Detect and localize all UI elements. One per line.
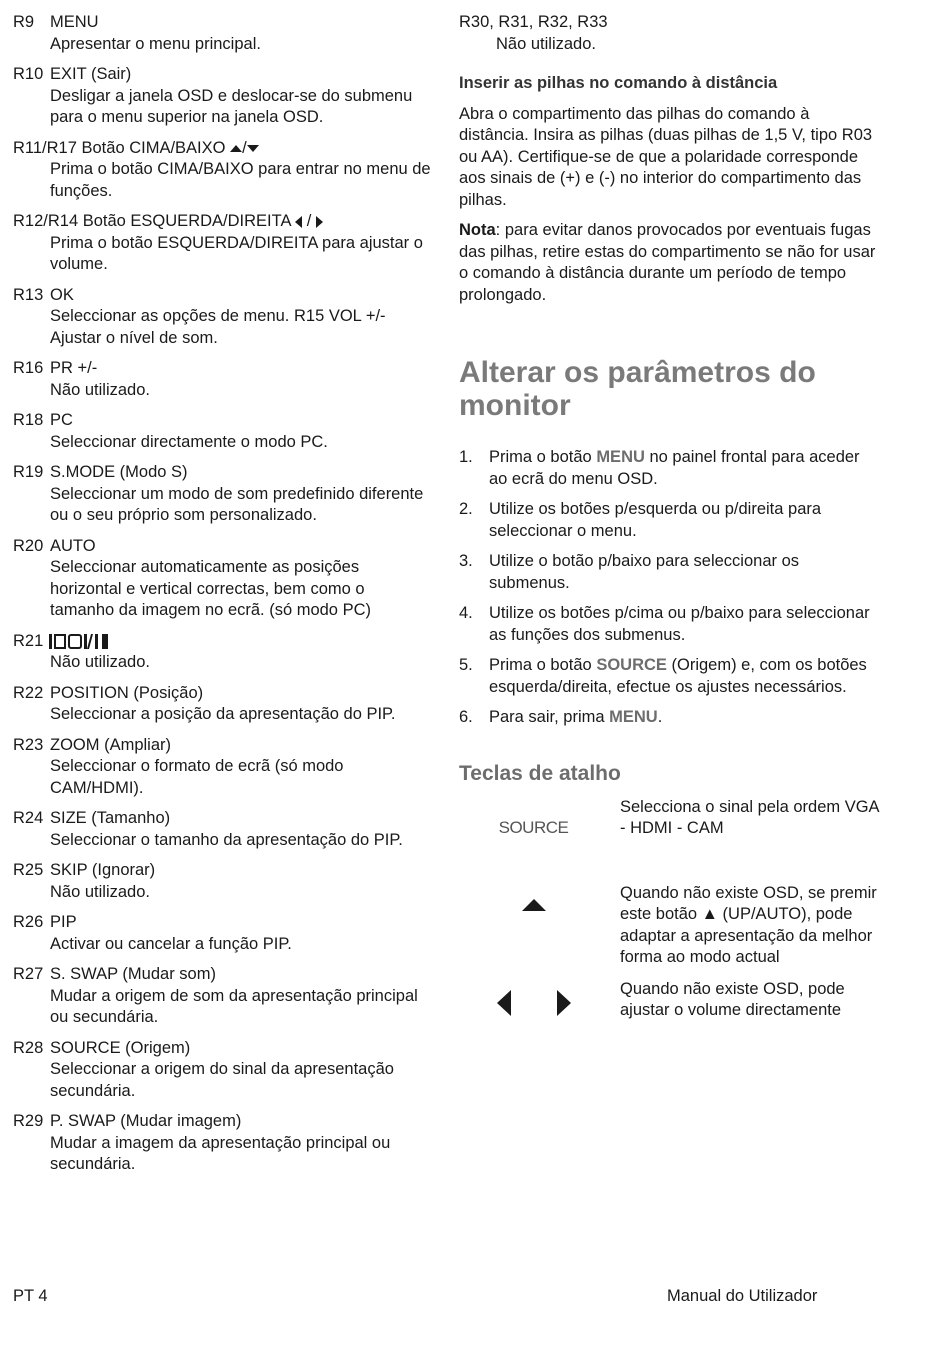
left-triangle-icon [295, 216, 302, 228]
entry-desc: Apresentar o menu principal. [50, 34, 261, 53]
entry-r9 [13, 12, 433, 55]
note-label: Nota [459, 221, 496, 239]
list-item: 6. Para sair, prima MENU. [459, 708, 663, 726]
entry-desc: Activar ou cancelar a função PIP. [50, 934, 292, 953]
up-triangle-icon [230, 145, 242, 152]
left-column [13, 12, 433, 1185]
entry-desc: Seleccionar um modo de som predefinido diferente ou o seu próprio som personalizado. [50, 484, 424, 524]
entry-code: R29 [13, 1112, 44, 1130]
entry-code: R13 [13, 285, 44, 304]
batteries-text: Abra o compartimento das pilhas do comando à distância. Insira as pilhas (duas pilhas de 1,5 V, tipo R03 ou AA). Certifique-se de que a polaridade corresponde aos sinais de (+) e (-) no interior do compartimento das pilhas. [459, 104, 873, 209]
entry-code: R23 [13, 735, 44, 754]
entry-label: ZOOM (Ampliar) [50, 735, 171, 754]
entry-code: R28 [13, 1038, 44, 1057]
entry-desc: Seleccionar a origem do sinal da apresentação secundária. [50, 1060, 394, 1100]
hotkey-source [459, 797, 879, 873]
entry-label: PR +/- [50, 359, 98, 377]
batteries-heading: Inserir as pilhas no comando à distância [459, 74, 778, 92]
entry-code: R19 [13, 463, 44, 481]
entry-label: S. SWAP (Mudar som) [50, 965, 216, 983]
note-text: : para evitar danos provocados por eventuais fugas das pilhas, retire estas do compartimento se não for usar o comando à distância durante um período de tempo prolongado. [459, 221, 876, 304]
section-title: Alterar os parâmetros do monitor [459, 356, 816, 422]
steps-list [459, 447, 879, 729]
entry-label: POSITION (Posição) [50, 683, 204, 702]
menu-keyword: MENU [609, 708, 658, 726]
entry-label: SKIP (Ignorar) [50, 861, 156, 879]
entry-r29 [13, 1111, 433, 1176]
source-key-icon: SOURCE [498, 817, 569, 837]
entry-code: R9 [13, 13, 35, 31]
entry-label: SOURCE (Origem) [50, 1038, 191, 1057]
entry-code: R26 [13, 913, 44, 931]
left-arrow-icon [497, 990, 511, 1016]
entry-label: PC [50, 411, 73, 429]
entry-label: OK [50, 285, 74, 304]
entry-desc: Seleccionar o formato de ecrã (só modo CAM/HDMI). [50, 757, 344, 797]
entry-code: R21 [13, 631, 44, 650]
entry-desc: Seleccionar as opções de menu. R15 VOL +/- Ajustar o nível de som. [50, 307, 386, 347]
entry-label: AUTO [50, 536, 96, 555]
entry-label: EXIT (Sair) [50, 65, 132, 83]
list-item: 1. Prima o botão MENU no painel frontal para aceder ao ecrã do menu OSD. [459, 448, 860, 488]
entry-r13 [13, 285, 433, 350]
entry-desc: Não utilizado. [496, 34, 596, 53]
hotkey-left-right [459, 979, 879, 1022]
entry-label: MENU [50, 13, 99, 31]
entry-desc: Não utilizado. [50, 882, 150, 901]
entry-r22 [13, 683, 433, 726]
down-triangle-icon [247, 145, 259, 152]
entry-desc: Prima o botão CIMA/BAIXO para entrar no menu de funções. [50, 160, 431, 200]
entry-label: P. SWAP (Mudar imagem) [50, 1112, 242, 1130]
entry-code: R10 [13, 65, 44, 83]
entry-r16 [13, 358, 433, 401]
entry-r10 [13, 64, 433, 129]
entry-r21 [13, 631, 433, 674]
hotkeys-title: Teclas de atalho [459, 761, 621, 785]
manual-title: Manual do Utilizador [667, 1287, 818, 1305]
entry-r28 [13, 1038, 433, 1103]
up-arrow-icon [522, 899, 546, 911]
entry-desc: Mudar a imagem da apresentação principal ou secundária. [50, 1133, 391, 1173]
entry-desc: Prima o botão ESQUERDA/DIREITA para ajustar o volume. [50, 233, 423, 273]
page-number: PT 4 [13, 1287, 48, 1305]
right-triangle-icon [316, 216, 323, 228]
list-item: 2. Utilize os botões p/esquerda ou p/direita para seleccionar o menu. [459, 500, 822, 540]
entry-desc: Não utilizado. [50, 653, 150, 671]
entry-code: R18 [13, 411, 44, 429]
entry-code: R24 [13, 809, 44, 827]
right-arrow-icon [557, 990, 571, 1016]
entry-desc: Desligar a janela OSD e deslocar-se do submenu para o menu superior na janela OSD. [50, 86, 413, 126]
entry-code: R16 [13, 359, 44, 377]
hotkey-text: Selecciona o sinal pela ordem VGA - HDMI - CAM [620, 797, 879, 837]
entry-label: Botão CIMA/BAIXO [81, 138, 226, 157]
list-item: 5. Prima o botão SOURCE (Origem) e, com os botões esquerda/direita, efectue os ajustes necessários. [459, 656, 867, 696]
entry-r12-r14: R12/R14 Botão ESQUERDA/DIREITA / Prima o botão ESQUERDA/DIREITA para ajustar o volume. [13, 211, 433, 276]
entry-r23 [13, 735, 433, 800]
entry-desc: Seleccionar automaticamente as posições horizontal e vertical correctas, bem como o tamanho da imagem no ecrã. (só modo PC) [50, 558, 371, 619]
entry-desc: Seleccionar a posição da apresentação do PIP. [50, 705, 396, 723]
hotkey-text: Quando não existe OSD, se premir este botão ▲ (UP/AUTO), pode adaptar a apresentação da melhor forma ao modo actual [620, 883, 877, 966]
entry-desc: Seleccionar directamente o modo PC. [50, 432, 328, 451]
entry-label: PIP [50, 913, 77, 931]
battery-note [459, 220, 879, 306]
menu-keyword: MENU [596, 448, 645, 466]
entry-code: R22 [13, 683, 44, 702]
right-column [459, 12, 879, 1032]
entry-code: R11/R17 [13, 138, 77, 157]
entry-code: R20 [13, 536, 44, 555]
entry-code: R27 [13, 965, 44, 983]
entry-r11-r17: R11/R17 Botão CIMA/BAIXO / Prima o botão CIMA/BAIXO para entrar no menu de funções. [13, 138, 433, 203]
entry-code: R25 [13, 861, 44, 879]
entry-code: R12/R14 [13, 212, 79, 230]
screen-format-icons [49, 634, 108, 649]
entry-label: Botão ESQUERDA/DIREITA [82, 212, 291, 230]
entry-r27 [13, 964, 433, 1029]
entry-r24 [13, 808, 433, 851]
source-keyword: SOURCE [596, 656, 667, 674]
entry-label: S.MODE (Modo S) [50, 463, 188, 481]
hotkey-up [459, 883, 879, 969]
entry-r19 [13, 462, 433, 527]
entry-desc: Seleccionar o tamanho da apresentação do PIP. [50, 830, 403, 849]
entry-desc: Não utilizado. [50, 380, 150, 399]
hotkey-text: Quando não existe OSD, pode ajustar o volume directamente [620, 979, 845, 1019]
entry-r26 [13, 912, 433, 955]
entry-label: SIZE (Tamanho) [50, 809, 171, 827]
entry-r20 [13, 536, 433, 622]
entry-r30-r33 [459, 12, 879, 55]
entry-r18 [13, 410, 433, 453]
entry-desc: Mudar a origem de som da apresentação principal ou secundária. [50, 986, 418, 1026]
entry-r25 [13, 860, 433, 903]
entry-code: R30, R31, R32, R33 [459, 13, 608, 31]
list-item: 3. Utilize o botão p/baixo para seleccionar os submenus. [459, 552, 800, 592]
list-item: 4. Utilize os botões p/cima ou p/baixo para seleccionar as funções dos submenus. [459, 604, 870, 644]
